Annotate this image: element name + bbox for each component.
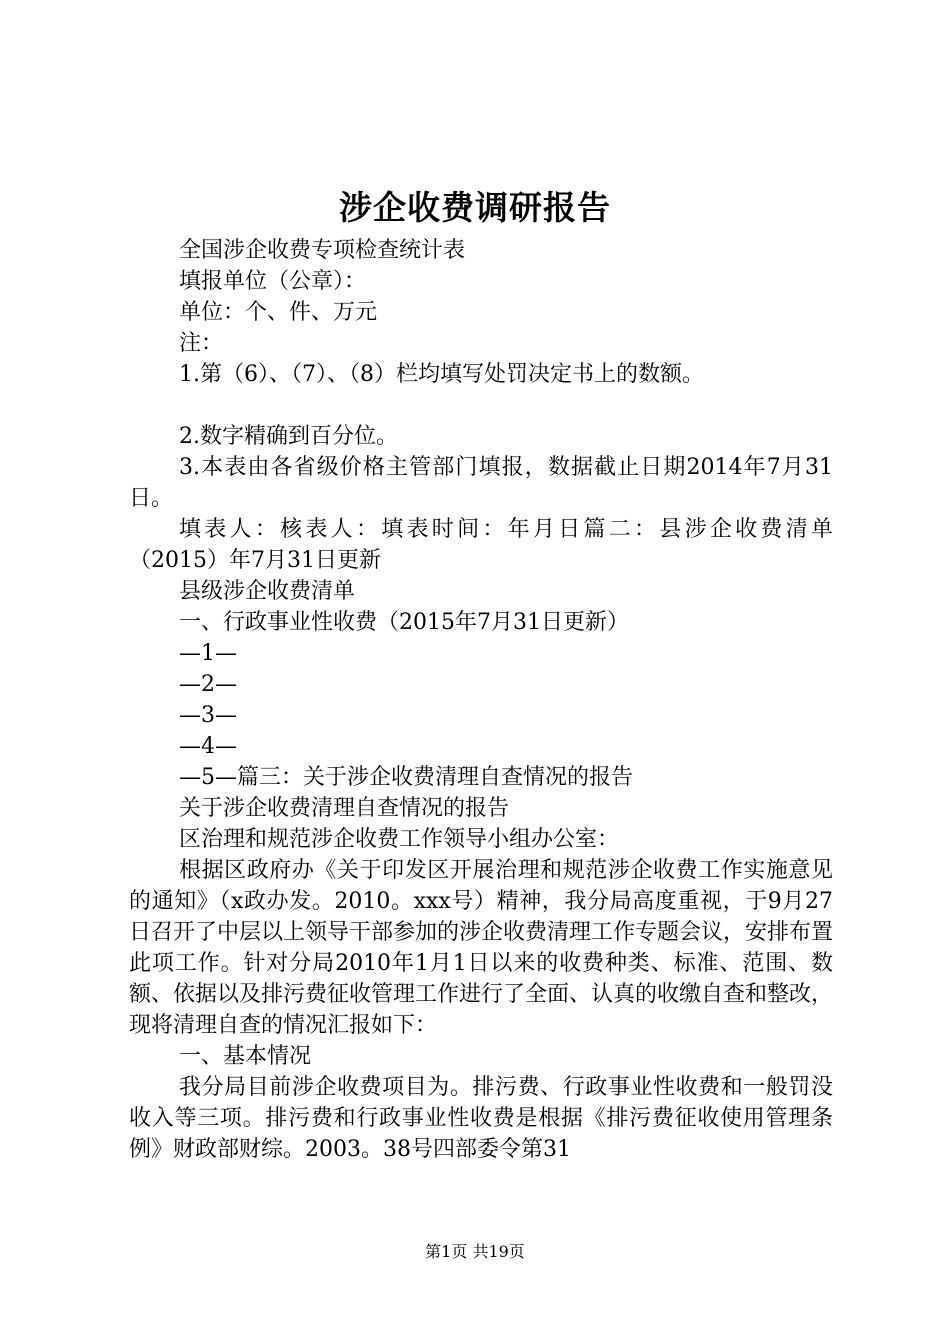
page-marker-3: —3— [179,703,237,728]
page-marker-2: —2— [179,672,237,697]
document-title: 涉企收费调研报告 [339,188,611,227]
page-footer: 第1页 共19页 [425,1242,525,1261]
note-item-3: 3.本表由各省级价格主管部门填报，数据截止日期2014年7月31日。 [129,455,833,511]
note-item-2: 2.数字精确到百分位。 [179,424,398,449]
unit-line: 单位：个、件、万元 [179,300,378,325]
page-marker-4: —4— [179,734,237,759]
body-paragraph-1: 根据区政府办《关于印发区开展治理和规范涉企收费工作实施意见的通知》（x政办发。2010。xxx号）精神，我分局高度重视，于9月27日召开了中层以上领导干部参加的涉企收费清理工作专题会议，安排布置此项工作。针对分局2010年1月1日以来的收费种类、标准、范围、数额、依据以及排污费征收管理工作进行了全面、认真的收缴自查和整改，现将清理自查的情况汇报如下： [129,858,834,1038]
basic-situation-heading: 一、基本情况 [179,1044,312,1069]
page-marker-1: —1— [179,641,237,666]
note-item-1: 1.第（6）、（7）、（8）栏均填写处罚决定书上的数额。 [179,362,704,387]
page-marker-5: —5—篇三：关于涉企收费清理自查情况的报告 [179,765,633,790]
table-name-line: 全国涉企收费专项检查统计表 [179,238,466,263]
blank-line [129,390,833,421]
body-paragraph-2: 我分局目前涉企收费项目为。排污费、行政事业性收费和一般罚没收入等三项。排污费和行政事业性收费是根据《排污费征收使用管理条例》财政部财综。2003。38号四部委令第31 [129,1075,833,1162]
reporting-unit-line: 填报单位（公章）： [179,269,367,294]
filler-line: 填表人：核表人：填表时间：年月日篇二：县涉企收费清单（2015）年7月31日更新 [129,517,833,573]
county-list-heading: 县级涉企收费清单 [179,579,356,604]
report-heading: 关于涉企收费清理自查情况的报告 [179,796,510,821]
addressee-line: 区治理和规范涉企收费工作领导小组办公室： [179,827,620,852]
note-label: 注： [179,331,224,356]
section-one-heading: 一、行政事业性收费（2015年7月31日更新） [179,610,629,635]
document-body [129,235,833,1165]
